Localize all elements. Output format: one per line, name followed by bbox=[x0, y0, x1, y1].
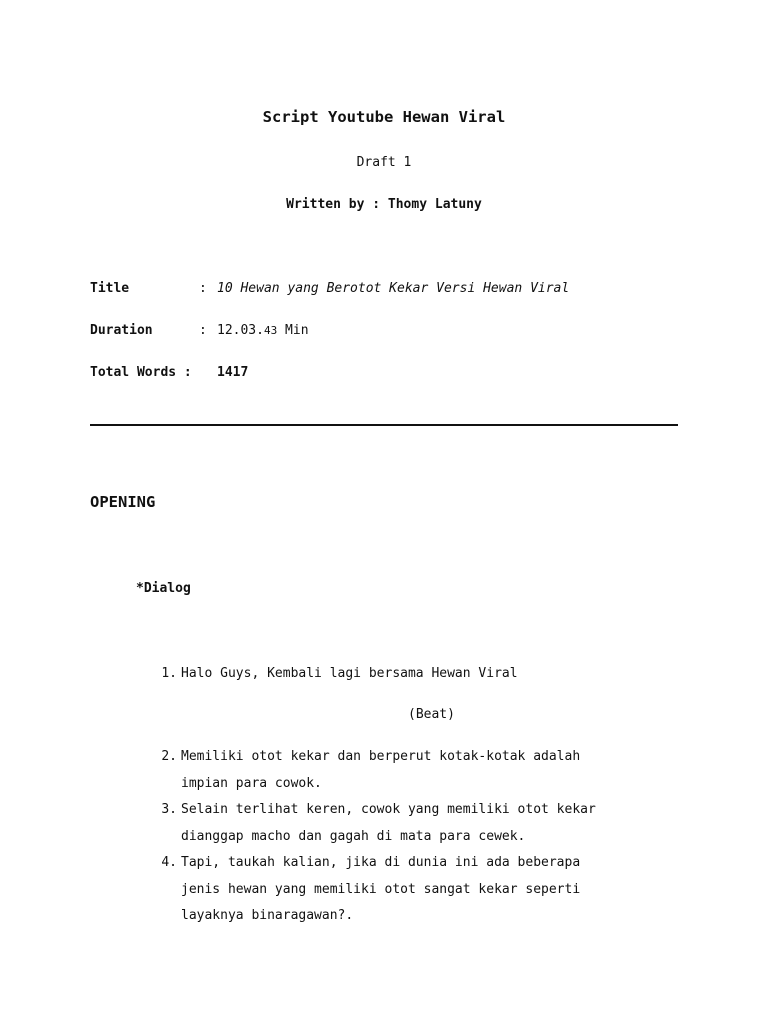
duration-colon: : bbox=[199, 323, 207, 338]
duration-small: 43 bbox=[263, 324, 278, 337]
list-item-line: Memiliki otot kekar dan berperut kotak-kotak adalah bbox=[181, 749, 581, 764]
author-line: Written by : Thomy Latuny bbox=[286, 197, 482, 212]
draft-label: Draft 1 bbox=[356, 155, 412, 170]
list-item-number: 3. bbox=[161, 802, 177, 817]
document-title: Script Youtube Hewan Viral bbox=[262, 108, 506, 126]
section-subheading: *Dialog bbox=[136, 581, 191, 596]
beat-direction: (Beat) bbox=[408, 707, 455, 722]
list-item-number: 4. bbox=[161, 855, 177, 870]
total-words-value: 1417 bbox=[217, 365, 249, 380]
list-item-line: Halo Guys, Kembali lagi bersama Hewan Viral bbox=[181, 666, 518, 681]
total-words-label: Total Words : bbox=[90, 365, 192, 380]
list-item-line: impian para cowok. bbox=[181, 776, 322, 791]
duration-label: Duration bbox=[90, 323, 153, 338]
list-item-line: Selain terlihat keren, cowok yang memiliki otot kekar bbox=[181, 802, 596, 817]
title-colon: : bbox=[199, 281, 207, 296]
list-item-line: layaknya binaragawan?. bbox=[181, 908, 354, 923]
list-item-number: 2. bbox=[161, 749, 177, 764]
duration-value bbox=[217, 323, 309, 338]
title-value: 10 Hewan yang Berotot Kekar Versi Hewan Viral bbox=[217, 281, 570, 296]
horizontal-divider bbox=[90, 424, 678, 426]
title-label: Title bbox=[90, 281, 130, 296]
list-item-number: 1. bbox=[161, 666, 177, 681]
duration-unit: Min bbox=[277, 323, 309, 338]
list-item-line: jenis hewan yang memiliki otot sangat kekar seperti bbox=[181, 882, 581, 897]
section-heading: OPENING bbox=[90, 493, 156, 511]
duration-main: 12.03. bbox=[217, 323, 264, 338]
list-item-line: Tapi, taukah kalian, jika di dunia ini ada beberapa bbox=[181, 855, 581, 870]
list-item-line: dianggap macho dan gagah di mata para cewek. bbox=[181, 829, 526, 844]
